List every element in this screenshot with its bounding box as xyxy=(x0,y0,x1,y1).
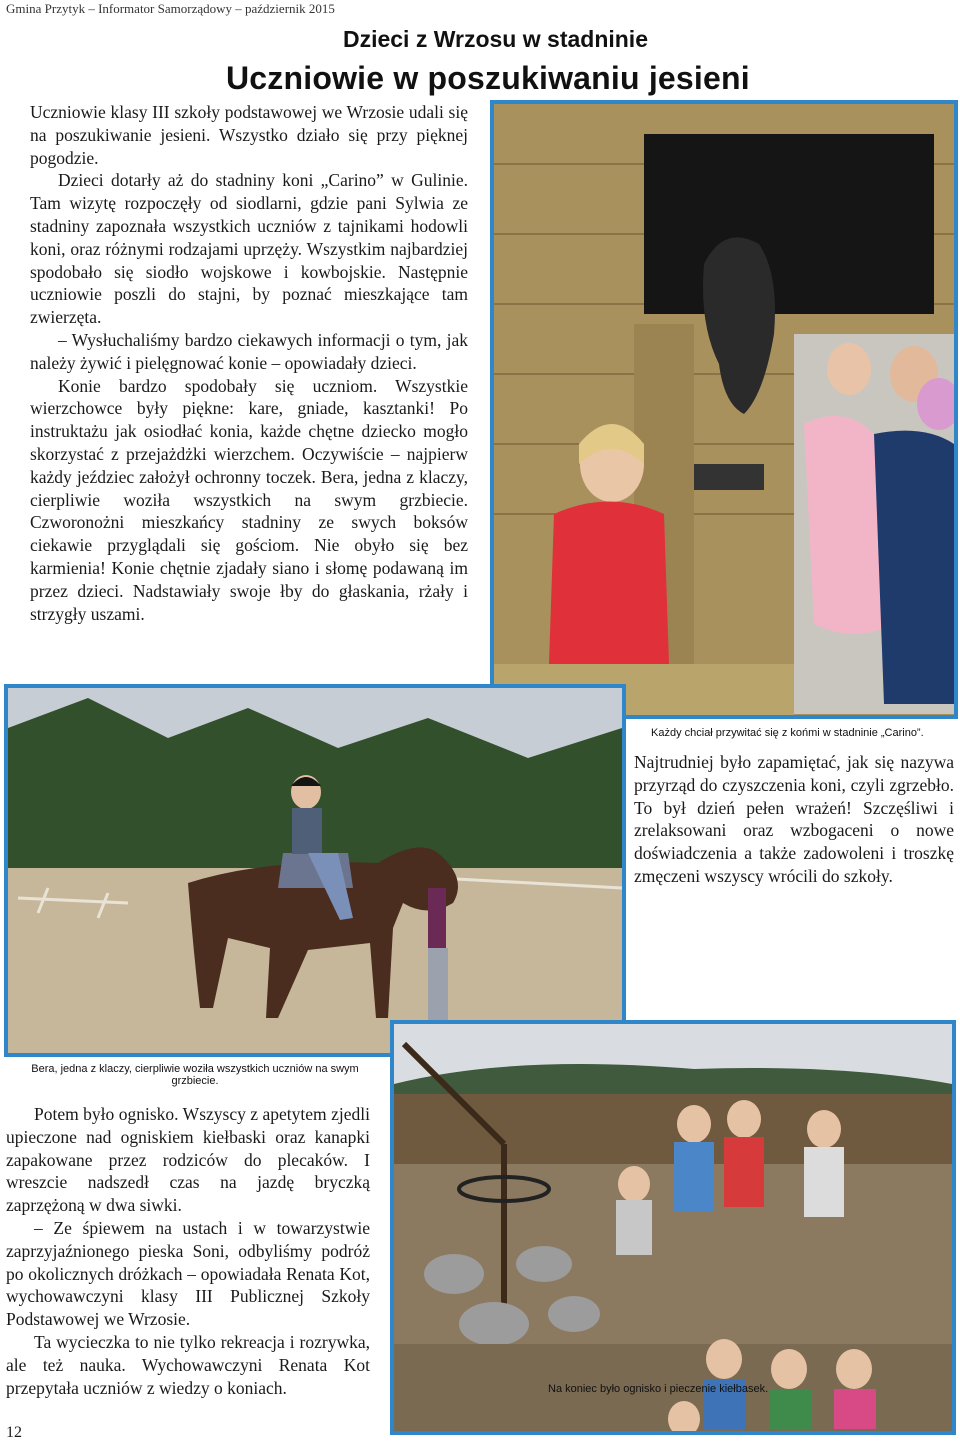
bonfire-photo-caption: Na koniec było ognisko i pieczenie kiełbasek. xyxy=(548,1383,769,1395)
paragraph: Najtrudniej było zapamiętać, jak się nazywa przyrząd do czyszczenia koni, czyli zgrzebło. To był dzień pełen wrażeń! Szczęśliwi i zrelaksowani oraz wzbogaceni o nowe doświadczenia a także zadowoleni i troszkę zmęczeni wszyscy wrócili do szkoły. xyxy=(634,752,954,886)
riding-photo xyxy=(4,684,626,1057)
riding-photo-caption: Bera, jedna z klaczy, cierpliwie woziła wszystkich uczniów na swym grzbiecie. xyxy=(31,1063,359,1087)
paragraph: – Ze śpiewem na ustach i w towarzystwie zaprzyjaźnionego pieska Soni, odbyliśmy podróż po okolicznych dróżkach – opowiadała Renata Kot, wychowawczyni klasy III Publicznej Szkoły Podstawowej we Wrzosie. xyxy=(6,1217,370,1330)
article-title: Uczniowie w poszukiwaniu jesieni xyxy=(226,60,750,96)
stable-scene-image xyxy=(494,104,954,715)
running-header: Gmina Przytyk – Informator Samorządowy – październik 2015 xyxy=(6,1,335,16)
riding-scene-image xyxy=(8,688,622,1053)
page-number: 12 xyxy=(6,1424,22,1441)
stable-photo xyxy=(490,100,958,719)
article-column-3 xyxy=(6,1103,370,1399)
paragraph: Ta wycieczka to nie tylko rekreacja i rozrywka, ale też nauka. Wychowawczyni Renata Kot przepytała uczniów z wiedzy o koniach. xyxy=(6,1331,370,1398)
article-column-2 xyxy=(634,751,954,888)
stable-photo-caption: Każdy chciał przywitać się z końmi w stadninie „Carino”. xyxy=(651,727,924,739)
article-subtitle: Dzieci z Wrzosu w stadninie xyxy=(342,26,648,52)
bonfire-scene-image xyxy=(394,1024,952,1431)
article-column-1 xyxy=(30,101,468,625)
paragraph: – Wysłuchaliśmy bardzo ciekawych informacji o tym, jak należy żywić i pielęgnować konie – opowiadały dzieci. xyxy=(30,329,468,373)
paragraph: Konie bardzo spodobały się uczniom. Wszystkie wierzchowce były piękne: kare, gniade, kasztanki! Po instruktażu jak osiodłać konia, każde chętne dziecko mogło skorzystać z przejażdżki wierzchem. Oczywiście – najpierw każdy jeździec założył ochronny toczek. Bera, jedna z klaczy, cierpliwie woziła wszystkich na swym grzbiecie. Czworonożni mieszkańcy stadniny ze swych boksów ciekawie przyglądali się gościom. Nie obyło się bez karmienia! Konie chętnie zjadały siano i słomę podawaną im przez dzieci. Nadstawiały swoje łby do głaskania, rżały i strzygły uszami. xyxy=(30,375,468,624)
paragraph: Dzieci dotarły aż do stadniny koni „Carino” w Gulinie. Tam wizytę rozpoczęły od siodlarni, gdzie pani Sylwia ze stadniny zapoznała wszystkich uczniów z tajnikami hodowli koni, oraz różnymi rodzajami uprzęży. Wszystkim najbardziej spodobało się siodło wojskowe i kowbojskie. Następnie uczniowie poszli do stajni, by poznać mieszkające tam zwierzęta. xyxy=(30,170,468,328)
paragraph: Potem było ognisko. Wszyscy z apetytem zjedli upieczone nad ogniskiem kiełbaski oraz kanapki zapakowane przez rodziców do plecaków. I wreszcie nadszedł czas na jazdę bryczką zaprzężoną w dwa siwki. xyxy=(6,1104,370,1216)
bonfire-photo xyxy=(390,1020,956,1435)
paragraph: Uczniowie klasy III szkoły podstawowej we Wrzosie udali się na poszukiwanie jesieni. Wszystko działo się przy pięknej pogodzie. xyxy=(30,102,468,168)
